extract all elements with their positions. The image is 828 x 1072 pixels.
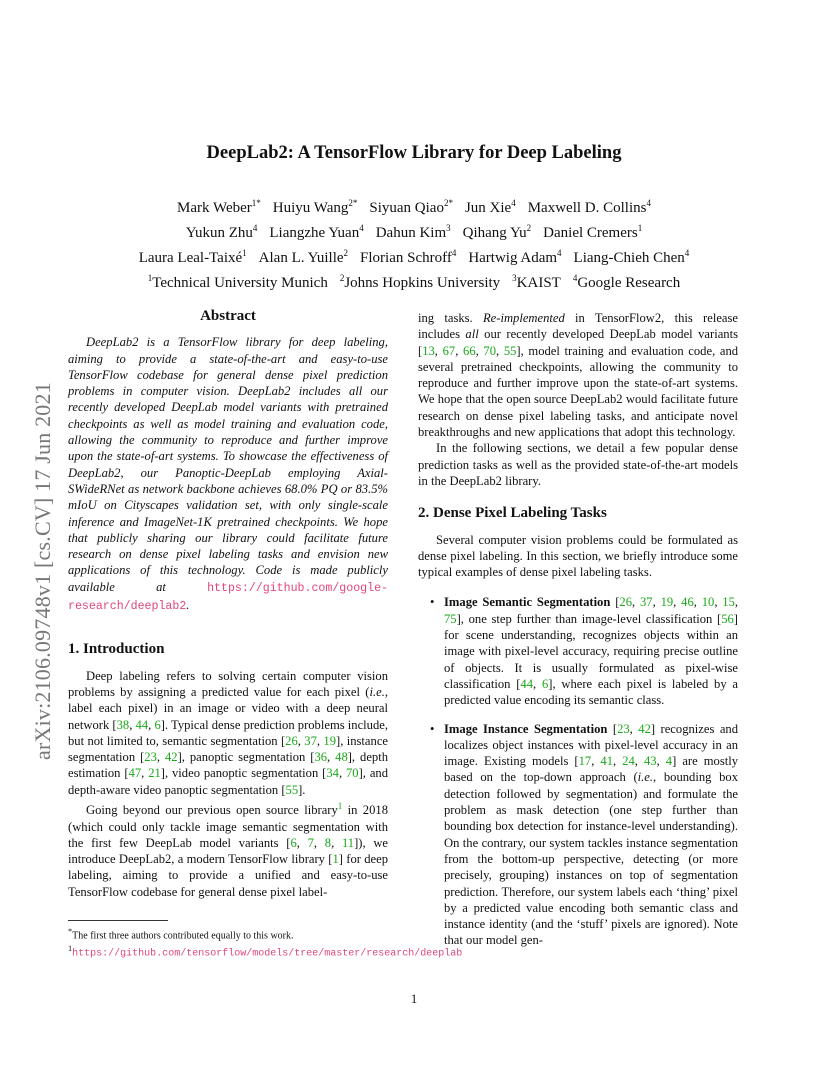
citation-ref[interactable]: 75 bbox=[444, 611, 457, 626]
text-run: ] for scene understanding, recognizes objects within an image with pixel-level accuracy, requiring precise outline of objects. It is usually formulated as pixel-wise classification [ bbox=[444, 611, 738, 691]
right-paragraph-continued bbox=[418, 310, 738, 440]
right-paragraph-next: In the following sections, we detail a few popular dense prediction tasks as well as the provided state-of-the-art models in the DeepLab2 library. bbox=[418, 441, 738, 488]
citation-ref[interactable]: 13 bbox=[422, 343, 435, 358]
text-run: Re-implemented bbox=[482, 311, 565, 325]
text-run: , bbox=[129, 717, 136, 732]
citation-ref[interactable]: 43 bbox=[644, 754, 657, 769]
text-run: , bbox=[313, 835, 325, 850]
code-link[interactable]: https://github.com/google-research/deeplab2 bbox=[68, 581, 388, 614]
citation-ref[interactable]: 6 bbox=[154, 717, 161, 732]
text-run: , bbox=[475, 343, 484, 358]
text-run: , bbox=[338, 766, 346, 781]
text-run: Deep labeling refers to solving certain computer vision problems by assigning a predicted value for each pixel ( bbox=[68, 668, 388, 699]
citation-ref[interactable]: 42 bbox=[638, 721, 651, 736]
text-run: ], depth estimation [ bbox=[68, 750, 388, 781]
task-bullet-list bbox=[418, 594, 738, 948]
text-run: , bbox=[297, 733, 305, 748]
citation-ref[interactable]: 26 bbox=[619, 595, 632, 610]
text-run: , bbox=[591, 754, 601, 769]
citation-ref[interactable]: 4 bbox=[665, 754, 673, 769]
citation-ref[interactable]: 38 bbox=[116, 717, 130, 732]
citation-ref[interactable]: 11 bbox=[341, 835, 355, 850]
footnote-one-mark: 1 bbox=[68, 944, 73, 954]
author-name: Jun Xie$^4$ bbox=[464, 198, 516, 216]
citation-ref[interactable]: 44 bbox=[520, 676, 534, 691]
text-run: Image Instance Segmentation bbox=[444, 721, 608, 736]
citation-ref[interactable]: 44 bbox=[135, 717, 149, 732]
text-run: Going beyond our previous open source library bbox=[86, 803, 338, 818]
text-run: ] are mostly based on the top-down approach ( bbox=[444, 754, 739, 785]
text-run: , bbox=[156, 750, 165, 765]
text-run: ], instance segmentation [ bbox=[68, 733, 388, 765]
citation-ref[interactable]: 17 bbox=[578, 754, 592, 769]
affiliation: $^2$Johns Hopkins University bbox=[339, 273, 501, 291]
citation-ref[interactable]: 23 bbox=[144, 750, 157, 765]
author-name: Laura Leal-Taixé$^1$ bbox=[138, 248, 247, 266]
text-run: ], model training and evaluation code, and several pretrained checkpoints, allowing the community to reproduce and further improve upon the state-of-art systems. We hope that the open source DeepLab2 would facilitate future research on dense pixel labeling tasks, and anticipate novel breakthroughs and new applications that adopt this technology. bbox=[418, 343, 739, 440]
text-run: ]), we introduce DeepLab2, a modern TensorFlow library [ bbox=[68, 835, 389, 867]
abstract-heading: Abstract bbox=[200, 308, 256, 324]
author-name: Dahun Kim$^3$ bbox=[375, 223, 451, 241]
text-run: , bbox=[434, 343, 443, 358]
citation-ref[interactable]: 1 bbox=[337, 801, 343, 812]
text-run: , bbox=[316, 733, 324, 748]
author-name: Yukun Zhu$^4$ bbox=[185, 223, 258, 241]
citation-ref[interactable]: 24 bbox=[622, 754, 635, 769]
abstract-end: . bbox=[186, 598, 190, 613]
citation-ref[interactable]: 70 bbox=[483, 343, 497, 358]
text-run: , label each pixel) in an image or video with a deep neural network [ bbox=[68, 684, 388, 732]
bullet-dot: • bbox=[430, 595, 435, 610]
text-run: , bbox=[714, 595, 723, 610]
text-run: , bbox=[533, 676, 542, 691]
text-run: , bbox=[331, 835, 342, 850]
text-run: ] recognizes and localizes object instances with pixel-level accuracy in an image. Existing models [ bbox=[444, 721, 739, 769]
author-name: Hartwig Adam$^4$ bbox=[468, 248, 562, 266]
affiliation: $^4$Google Research bbox=[572, 273, 681, 291]
text-run: Image Semantic Segmentation bbox=[444, 595, 611, 610]
citation-ref[interactable]: 47 bbox=[128, 766, 142, 781]
citation-ref[interactable]: 19 bbox=[660, 595, 674, 610]
text-run: ing tasks. bbox=[418, 311, 483, 325]
text-run: ]. Typical dense prediction problems include, but not limited to, semantic segmentation [ bbox=[68, 717, 389, 748]
citation-ref[interactable]: 70 bbox=[346, 766, 359, 781]
citation-ref[interactable]: 42 bbox=[164, 750, 178, 765]
abstract-body-text: DeepLab2 is a TensorFlow library for deep labeling, aiming to provide a state-of-the-art and easy-to-use TensorFlow codebase for general dense pixel prediction problems in computer vision. DeepLab2 includes all our recently developed DeepLab model variants with pretrained checkpoints as well as model training and evaluation code, allowing the community to reproduce and further improve upon the state-of-art systems. To showcase the effectiveness of DeepLab2, our Panoptic-DeepLab employing Axial-SWideRNet as network backbone achieves 68.0% PQ or 83.5% mIoU on Cityscapes validation set, with only single-scale inference and ImageNet-1K pretrained checkpoints. We hope that publicly sharing our library could facilitate future research on dense pixel labeling tasks and envision new applications of this technology. Code is made publicly available at bbox=[68, 335, 388, 594]
author-line bbox=[40, 243, 788, 268]
footnotes bbox=[68, 920, 463, 961]
text-run: , bbox=[141, 766, 149, 781]
citation-ref[interactable]: 37 bbox=[304, 733, 317, 748]
footnote-star-text: The first three authors contributed equally to this work. bbox=[72, 930, 294, 942]
text-run: , bbox=[613, 754, 623, 769]
text-run: , bbox=[656, 754, 666, 769]
citation-ref[interactable]: 21 bbox=[148, 766, 161, 781]
affiliation-line bbox=[40, 268, 788, 293]
text-run: , bbox=[693, 595, 702, 610]
citation-ref[interactable]: 36 bbox=[314, 750, 328, 765]
affiliation: $^1$Technical University Munich bbox=[147, 273, 328, 291]
footnote-link[interactable]: https://github.com/tensorflow/models/tree/master/research/deeplab bbox=[72, 948, 463, 960]
citation-ref[interactable]: 23 bbox=[617, 721, 630, 736]
text-run: , bbox=[148, 717, 155, 732]
citation-ref[interactable]: 37 bbox=[639, 595, 653, 610]
text-run: , bbox=[632, 595, 640, 610]
footnote-equal-contribution bbox=[68, 925, 388, 942]
text-run: [ bbox=[610, 595, 620, 610]
footnote-rule bbox=[68, 920, 168, 921]
text-run: , bbox=[296, 835, 308, 850]
left-column bbox=[68, 308, 388, 900]
citation-ref[interactable]: 46 bbox=[681, 595, 694, 610]
citation-ref[interactable]: 6 bbox=[541, 676, 549, 691]
author-name: Maxwell D. Collins$^4$ bbox=[527, 198, 651, 216]
bullet-dot: • bbox=[430, 721, 435, 736]
text-run: i.e. bbox=[637, 770, 654, 785]
citation-ref[interactable]: 55 bbox=[503, 343, 517, 358]
citation-ref[interactable]: 15 bbox=[722, 595, 735, 610]
text-run: , bbox=[634, 754, 644, 769]
page-number: 1 bbox=[410, 992, 418, 1006]
author-name: Qihang Yu$^2$ bbox=[462, 223, 532, 241]
author-line bbox=[40, 193, 788, 218]
text-run: in TensorFlow2, this release includes bbox=[418, 311, 738, 342]
text-run: ] for deep labeling, aiming to provide a unified and easy-to-use TensorFlow codebase for general dense pixel label- bbox=[68, 852, 388, 899]
author-name: Liang-Chieh Chen$^4$ bbox=[573, 248, 690, 266]
text-run: ], where each pixel is labeled by a predicted value encoding its semantic class. bbox=[444, 676, 738, 708]
author-name: Siyuan Qiao$^{2*}$ bbox=[369, 198, 453, 216]
citation-ref[interactable]: 10 bbox=[701, 595, 715, 610]
author-lines bbox=[40, 193, 788, 268]
abstract-text bbox=[68, 334, 388, 615]
affiliation: $^3$KAIST bbox=[512, 273, 561, 291]
author-name: Alan L. Yuille$^2$ bbox=[258, 248, 349, 266]
arxiv-stamp-text: arXiv:2106.09748v1 [cs.CV] 17 Jun 2021 bbox=[30, 382, 55, 760]
intro-paragraph-2 bbox=[68, 798, 388, 900]
right-column bbox=[418, 310, 738, 961]
introduction-heading: 1. Introduction bbox=[68, 641, 165, 658]
author-name: Huiyu Wang$^{2*}$ bbox=[272, 198, 358, 216]
text-run: in 2018 (which could only tackle image semantic segmentation with the first few DeepLab model variants [ bbox=[68, 803, 388, 850]
citation-ref[interactable]: 48 bbox=[335, 750, 348, 765]
paper-title: DeepLab2: A TensorFlow Library for Deep Labeling bbox=[206, 143, 622, 163]
citation-ref[interactable]: 66 bbox=[463, 343, 476, 358]
citation-ref[interactable]: 7 bbox=[307, 835, 314, 850]
text-run: ], one step further than image-level classification [ bbox=[456, 611, 722, 626]
citation-ref[interactable]: 34 bbox=[326, 766, 339, 781]
citation-ref[interactable]: 67 bbox=[442, 343, 456, 358]
author-name: Florian Schroff$^4$ bbox=[360, 248, 457, 266]
text-run: , bbox=[496, 343, 504, 358]
author-line bbox=[40, 218, 788, 243]
citation-ref[interactable]: 41 bbox=[600, 754, 613, 769]
task-bullet-item bbox=[430, 721, 739, 949]
footnote-star-mark: * bbox=[68, 927, 73, 936]
footnote-url bbox=[68, 942, 463, 960]
text-run: , bbox=[734, 595, 739, 610]
text-run: our recently developed DeepLab model variants [ bbox=[418, 327, 738, 358]
task-bullet-item bbox=[430, 594, 739, 708]
arxiv-stamp bbox=[10, 300, 55, 760]
text-run: ], video panoptic segmentation [ bbox=[160, 766, 327, 781]
text-run: i.e. bbox=[369, 684, 385, 699]
text-run: , bbox=[327, 750, 336, 765]
citation-ref[interactable]: 55 bbox=[285, 782, 299, 797]
intro-paragraph-1 bbox=[68, 668, 388, 798]
author-name: Daniel Cremers$^1$ bbox=[543, 223, 643, 241]
citation-ref[interactable]: 8 bbox=[324, 835, 332, 850]
text-run: , bbox=[629, 721, 639, 736]
text-run: , bounding box detection followed by segmentation) and formulate the problem as mask detection (one step further than bounding box detection for instance-level understanding). On the contrary, our system tackles instance segmentation from the bottom-up perspective, detecting (or more precisely, grouping) instances on top of segmentation prediction. Therefore, our system labels each ‘thing’ pixel by a predicted value encoding both semantic class and instance identity (and the ‘stuff’ pixels are ignored). Note that our model gen- bbox=[444, 770, 738, 948]
section-2-heading: 2. Dense Pixel Labeling Tasks bbox=[418, 505, 607, 522]
citation-ref[interactable]: 6 bbox=[290, 835, 297, 850]
citation-ref[interactable]: 56 bbox=[721, 611, 734, 626]
text-run: , bbox=[455, 343, 464, 358]
text-run: ], panoptic segmentation [ bbox=[177, 750, 315, 765]
section-2-intro: Several computer vision problems could be formulated as dense pixel labeling. In this section, we briefly introduce some typical examples of dense pixel labeling tasks. bbox=[418, 532, 738, 580]
text-run: , bbox=[673, 595, 682, 610]
text-run: ], and depth-aware video panoptic segmentation [ bbox=[68, 766, 389, 797]
text-run: ]. bbox=[298, 782, 306, 797]
author-block bbox=[40, 193, 788, 293]
text-run: all bbox=[465, 327, 479, 342]
citation-ref[interactable]: 1 bbox=[332, 852, 339, 867]
citation-ref[interactable]: 26 bbox=[285, 733, 298, 748]
text-run: [ bbox=[607, 721, 618, 736]
author-name: Mark Weber$^{1*}$ bbox=[177, 198, 261, 216]
citation-ref[interactable]: 19 bbox=[323, 733, 337, 748]
author-name: Liangzhe Yuan$^4$ bbox=[269, 223, 364, 241]
text-run: , bbox=[652, 595, 661, 610]
